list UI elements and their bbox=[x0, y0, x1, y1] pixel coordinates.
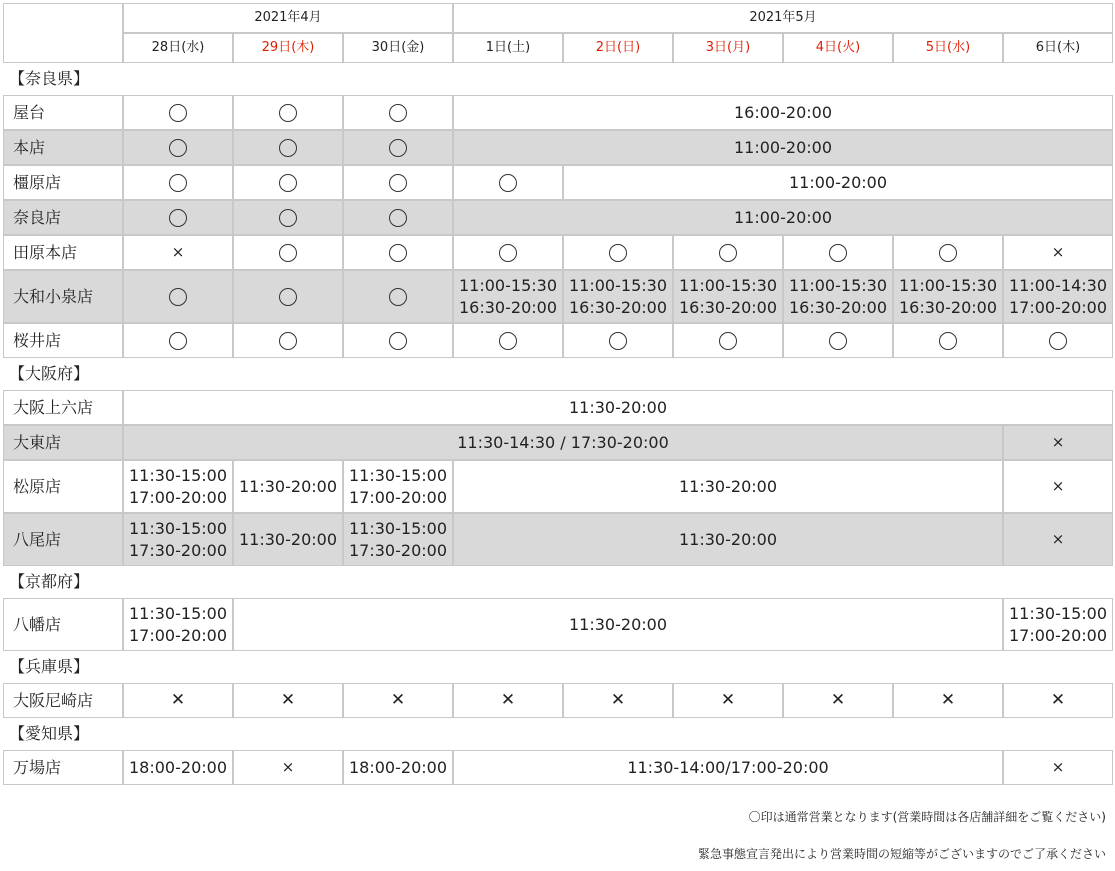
circle-icon bbox=[1049, 332, 1067, 350]
closed-mark: ✕ bbox=[783, 683, 893, 718]
open-circle-icon bbox=[673, 235, 783, 270]
hours-cell: 11:30-20:00 bbox=[233, 460, 343, 513]
month-header: 2021年4月 bbox=[123, 3, 453, 33]
store-name: 大東店 bbox=[3, 425, 123, 460]
open-circle-icon bbox=[123, 95, 233, 130]
closed-mark: × bbox=[233, 750, 343, 785]
circle-icon bbox=[719, 332, 737, 350]
open-circle-icon bbox=[1003, 323, 1113, 358]
day-header: 6日(木) bbox=[1003, 33, 1113, 63]
store-name: 田原本店 bbox=[3, 235, 123, 270]
open-circle-icon bbox=[123, 165, 233, 200]
circle-icon bbox=[279, 139, 297, 157]
circle-icon bbox=[389, 209, 407, 227]
closed-mark: × bbox=[123, 235, 233, 270]
open-circle-icon bbox=[453, 235, 563, 270]
circle-icon bbox=[279, 209, 297, 227]
header-corner bbox=[3, 3, 123, 63]
hours-cell: 11:00-20:00 bbox=[453, 200, 1113, 235]
hours-cell: 11:00-20:00 bbox=[563, 165, 1113, 200]
open-circle-icon bbox=[343, 130, 453, 165]
hours-cell: 11:00-15:30 16:30-20:00 bbox=[783, 270, 893, 323]
store-name: 橿原店 bbox=[3, 165, 123, 200]
circle-icon bbox=[279, 332, 297, 350]
open-circle-icon bbox=[123, 200, 233, 235]
open-circle-icon bbox=[783, 235, 893, 270]
circle-icon bbox=[389, 332, 407, 350]
open-circle-icon bbox=[233, 235, 343, 270]
store-name: 奈良店 bbox=[3, 200, 123, 235]
circle-icon bbox=[499, 174, 517, 192]
open-circle-icon bbox=[343, 270, 453, 323]
hours-cell: 16:00-20:00 bbox=[453, 95, 1113, 130]
open-circle-icon bbox=[123, 130, 233, 165]
circle-icon bbox=[279, 104, 297, 122]
hours-cell: 18:00-20:00 bbox=[343, 750, 453, 785]
closed-mark: ✕ bbox=[1003, 683, 1113, 718]
open-circle-icon bbox=[343, 323, 453, 358]
closed-mark: ✕ bbox=[453, 683, 563, 718]
closed-mark: × bbox=[1003, 425, 1113, 460]
day-header: 30日(金) bbox=[343, 33, 453, 63]
hours-cell: 11:00-14:30 17:00-20:00 bbox=[1003, 270, 1113, 323]
open-circle-icon bbox=[893, 235, 1003, 270]
circle-icon bbox=[389, 244, 407, 262]
open-circle-icon bbox=[233, 323, 343, 358]
hours-cell: 11:30-15:00 17:00-20:00 bbox=[1003, 598, 1113, 651]
circle-icon bbox=[389, 104, 407, 122]
month-header: 2021年5月 bbox=[453, 3, 1113, 33]
circle-icon bbox=[169, 139, 187, 157]
circle-icon bbox=[279, 174, 297, 192]
closed-mark: ✕ bbox=[673, 683, 783, 718]
open-circle-icon bbox=[233, 200, 343, 235]
day-header: 3日(月) bbox=[673, 33, 783, 63]
circle-icon bbox=[169, 288, 187, 306]
section-title: 【奈良県】 bbox=[9, 69, 90, 89]
circle-icon bbox=[279, 288, 297, 306]
open-circle-icon bbox=[233, 165, 343, 200]
open-circle-icon bbox=[343, 235, 453, 270]
open-circle-icon bbox=[123, 323, 233, 358]
hours-cell: 11:30-20:00 bbox=[453, 513, 1003, 566]
store-name: 桜井店 bbox=[3, 323, 123, 358]
hours-cell: 11:00-15:30 16:30-20:00 bbox=[563, 270, 673, 323]
closed-mark: × bbox=[1003, 460, 1113, 513]
open-circle-icon bbox=[673, 323, 783, 358]
section-title: 【京都府】 bbox=[9, 572, 90, 592]
circle-icon bbox=[389, 174, 407, 192]
store-name: 大阪上六店 bbox=[3, 390, 123, 425]
closed-mark: ✕ bbox=[893, 683, 1003, 718]
circle-icon bbox=[169, 104, 187, 122]
open-circle-icon bbox=[233, 130, 343, 165]
open-circle-icon bbox=[233, 95, 343, 130]
circle-icon bbox=[719, 244, 737, 262]
section-title: 【兵庫県】 bbox=[9, 657, 90, 677]
hours-cell: 11:30-20:00 bbox=[453, 460, 1003, 513]
circle-icon bbox=[279, 244, 297, 262]
store-name: 松原店 bbox=[3, 460, 123, 513]
hours-cell: 11:30-15:00 17:00-20:00 bbox=[123, 598, 233, 651]
day-header: 5日(水) bbox=[893, 33, 1003, 63]
circle-icon bbox=[389, 288, 407, 306]
circle-icon bbox=[169, 332, 187, 350]
circle-icon bbox=[609, 244, 627, 262]
circle-icon bbox=[169, 174, 187, 192]
store-name: 万場店 bbox=[3, 750, 123, 785]
hours-cell: 11:30-20:00 bbox=[233, 513, 343, 566]
hours-cell: 11:30-15:00 17:30-20:00 bbox=[343, 513, 453, 566]
hours-cell: 11:30-20:00 bbox=[123, 390, 1113, 425]
day-header: 1日(土) bbox=[453, 33, 563, 63]
circle-icon bbox=[609, 332, 627, 350]
hours-cell: 11:30-14:30 / 17:30-20:00 bbox=[123, 425, 1003, 460]
store-name: 大和小泉店 bbox=[3, 270, 123, 323]
closed-mark: ✕ bbox=[123, 683, 233, 718]
store-name: 屋台 bbox=[3, 95, 123, 130]
hours-cell: 11:30-20:00 bbox=[233, 598, 1003, 651]
hours-cell: 11:00-15:30 16:30-20:00 bbox=[893, 270, 1003, 323]
note-circle-legend: 〇印は通常営業となります(営業時間は各店舗詳細をご覧ください) bbox=[748, 810, 1106, 824]
open-circle-icon bbox=[343, 95, 453, 130]
open-circle-icon bbox=[233, 270, 343, 323]
day-header: 29日(木) bbox=[233, 33, 343, 63]
open-circle-icon bbox=[123, 270, 233, 323]
hours-cell: 11:30-15:00 17:00-20:00 bbox=[123, 460, 233, 513]
circle-icon bbox=[829, 244, 847, 262]
closed-mark: × bbox=[1003, 235, 1113, 270]
circle-icon bbox=[499, 244, 517, 262]
closed-mark: ✕ bbox=[563, 683, 673, 718]
open-circle-icon bbox=[563, 235, 673, 270]
circle-icon bbox=[939, 332, 957, 350]
open-circle-icon bbox=[783, 323, 893, 358]
open-circle-icon bbox=[453, 165, 563, 200]
hours-cell: 11:00-15:30 16:30-20:00 bbox=[453, 270, 563, 323]
store-name: 大阪尼崎店 bbox=[3, 683, 123, 718]
circle-icon bbox=[169, 209, 187, 227]
note-emergency-declaration: 緊急事態宣言発出により営業時間の短縮等がございますのでご了承ください bbox=[697, 847, 1106, 861]
open-circle-icon bbox=[343, 200, 453, 235]
store-name: 本店 bbox=[3, 130, 123, 165]
hours-cell: 11:30-15:00 17:00-20:00 bbox=[343, 460, 453, 513]
hours-cell: 11:30-15:00 17:30-20:00 bbox=[123, 513, 233, 566]
closed-mark: × bbox=[1003, 750, 1113, 785]
hours-cell: 11:00-15:30 16:30-20:00 bbox=[673, 270, 783, 323]
circle-icon bbox=[499, 332, 517, 350]
open-circle-icon bbox=[343, 165, 453, 200]
day-header: 28日(水) bbox=[123, 33, 233, 63]
closed-mark: ✕ bbox=[233, 683, 343, 718]
circle-icon bbox=[939, 244, 957, 262]
open-circle-icon bbox=[453, 323, 563, 358]
circle-icon bbox=[389, 139, 407, 157]
open-circle-icon bbox=[563, 323, 673, 358]
day-header: 4日(火) bbox=[783, 33, 893, 63]
hours-cell: 18:00-20:00 bbox=[123, 750, 233, 785]
store-name: 八幡店 bbox=[3, 598, 123, 651]
day-header: 2日(日) bbox=[563, 33, 673, 63]
section-title: 【大阪府】 bbox=[9, 364, 90, 384]
store-name: 八尾店 bbox=[3, 513, 123, 566]
open-circle-icon bbox=[893, 323, 1003, 358]
closed-mark: × bbox=[1003, 513, 1113, 566]
closed-mark: ✕ bbox=[343, 683, 453, 718]
circle-icon bbox=[829, 332, 847, 350]
section-title: 【愛知県】 bbox=[9, 724, 90, 744]
hours-cell: 11:30-14:00/17:00-20:00 bbox=[453, 750, 1003, 785]
hours-cell: 11:00-20:00 bbox=[453, 130, 1113, 165]
